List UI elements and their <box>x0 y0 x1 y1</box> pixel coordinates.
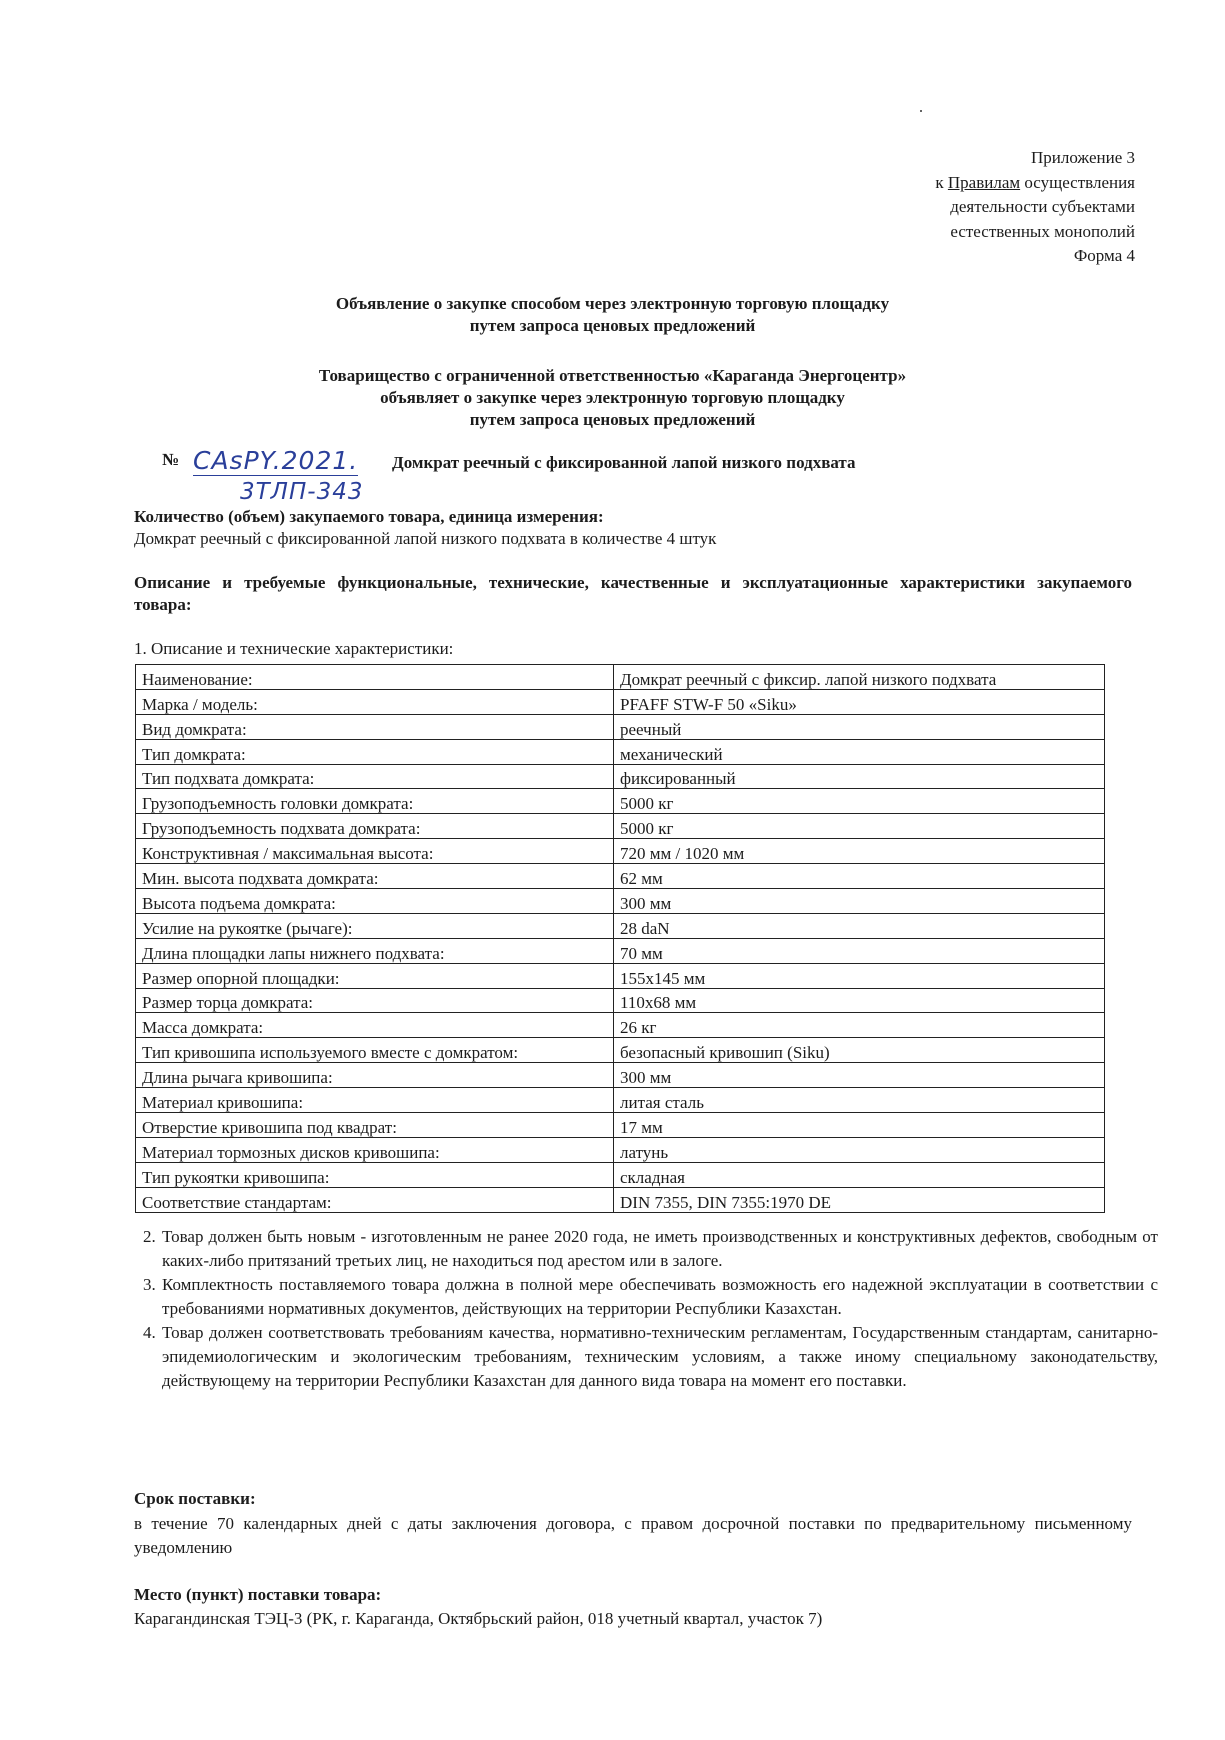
specs-subheading: 1. Описание и технические характеристики: <box>134 639 454 658</box>
spec-value-cell: 5000 кг <box>614 814 1105 839</box>
requirements-list <box>134 1225 1158 1393</box>
specs-row <box>136 739 1105 764</box>
spec-name-cell: Наименование: <box>136 665 614 690</box>
spec-value-cell: 155х145 мм <box>614 963 1105 988</box>
specs-row <box>136 665 1105 690</box>
spec-name-cell: Отверстие кривошипа под квадрат: <box>136 1113 614 1138</box>
scan-speck <box>920 110 922 112</box>
spec-name-cell: Размер торца домкрата: <box>136 988 614 1013</box>
appendix-line: деятельности субъектами <box>950 197 1135 216</box>
spec-value-cell: 70 мм <box>614 938 1105 963</box>
spec-name-cell: Грузоподъемность головки домкрата: <box>136 789 614 814</box>
spec-name-cell: Масса домкрата: <box>136 1013 614 1038</box>
requirement-item: 3. Комплектность поставляемого товара должна в полной мере обеспечивать возможность его надежной эксплуатации в соответствии с требованиями нормативных документов, действующих на территории Республики Казахстан. <box>160 1273 1158 1321</box>
specs-row <box>136 839 1105 864</box>
spec-name-cell: Высота подъема домкрата: <box>136 889 614 914</box>
spec-value-cell: фиксированный <box>614 764 1105 789</box>
spec-value-cell: безопасный кривошип (Siku) <box>614 1038 1105 1063</box>
spec-name-cell: Материал кривошипа: <box>136 1088 614 1113</box>
delivery-place-value: Карагандинская ТЭЦ-3 (РК, г. Караганда, Октябрьский район, 018 учетный квартал, участок 7) <box>134 1609 823 1628</box>
specs-row <box>136 1187 1105 1212</box>
specs-row <box>136 913 1105 938</box>
spec-name-cell: Конструктивная / максимальная высота: <box>136 839 614 864</box>
specs-row <box>136 988 1105 1013</box>
spec-name-cell: Мин. высота подхвата домкрата: <box>136 864 614 889</box>
spec-name-cell: Размер опорной площадки: <box>136 963 614 988</box>
specs-row <box>136 764 1105 789</box>
appendix-header <box>935 146 1135 269</box>
requirement-item: 2. Товар должен быть новым - изготовленным не ранее 2020 года, не иметь производственных и конструктивных дефектов, свободным от каких-либо притязаний третьих лиц, не находиться под арестом или в залоге. <box>160 1225 1158 1273</box>
spec-value-cell: 300 мм <box>614 1063 1105 1088</box>
spec-value-cell: PFAFF STW-F 50 «Siku» <box>614 689 1105 714</box>
spec-value-cell: латунь <box>614 1137 1105 1162</box>
spec-name-cell: Соответствие стандартам: <box>136 1187 614 1212</box>
handwritten-lot-number-suffix: 3ТЛП-343 <box>240 479 364 505</box>
appendix-line: Приложение 3 <box>1031 148 1135 167</box>
spec-name-cell: Тип домкрата: <box>136 739 614 764</box>
specs-row <box>136 1113 1105 1138</box>
spec-value-cell: 28 daN <box>614 913 1105 938</box>
delivery-term-label: Срок поставки: <box>134 1489 256 1508</box>
spec-name-cell: Вид домкрата: <box>136 714 614 739</box>
spec-value-cell: 17 мм <box>614 1113 1105 1138</box>
spec-value-cell: Домкрат реечный с фиксир. лапой низкого подхвата <box>614 665 1105 690</box>
specs-row <box>136 938 1105 963</box>
specs-row <box>136 1162 1105 1187</box>
spec-value-cell: литая сталь <box>614 1088 1105 1113</box>
spec-name-cell: Усилие на рукоятке (рычаге): <box>136 913 614 938</box>
specs-row <box>136 1013 1105 1038</box>
form-number: Форма 4 <box>1073 246 1135 265</box>
specs-row <box>136 1088 1105 1113</box>
spec-name-cell: Тип рукоятки кривошипа: <box>136 1162 614 1187</box>
spec-name-cell: Материал тормозных дисков кривошипа: <box>136 1137 614 1162</box>
specs-row <box>136 864 1105 889</box>
delivery-place-label: Место (пункт) поставки товара: <box>134 1585 382 1604</box>
spec-name-cell: Марка / модель: <box>136 689 614 714</box>
spec-value-cell: 26 кг <box>614 1013 1105 1038</box>
specs-table <box>135 664 1105 1213</box>
specs-row <box>136 1038 1105 1063</box>
specs-row <box>136 889 1105 914</box>
delivery-term-value: в течение 70 календарных дней с даты заключения договора, с правом досрочной поставки по предварительному письменному уведомлению <box>134 1514 1132 1557</box>
spec-name-cell: Тип кривошипа используемого вместе с домкратом: <box>136 1038 614 1063</box>
specs-row <box>136 789 1105 814</box>
description-label: Описание и требуемые функциональные, технические, качественные и эксплуатационные характеристики закупаемого товара: <box>134 573 1132 614</box>
appendix-line: естественных монополий <box>950 221 1135 241</box>
specs-row <box>136 814 1105 839</box>
spec-value-cell: механический <box>614 739 1105 764</box>
spec-value-cell: складная <box>614 1162 1105 1187</box>
specs-row <box>136 1137 1105 1162</box>
handwritten-lot-number: CAsPY.2021. <box>193 446 359 475</box>
spec-name-cell: Длина площадки лапы нижнего подхвата: <box>136 938 614 963</box>
spec-name-cell: Тип подхвата домкрата: <box>136 764 614 789</box>
spec-name-cell: Длина рычага кривошипа: <box>136 1063 614 1088</box>
number-sign: № <box>162 450 180 469</box>
specs-row <box>136 1063 1105 1088</box>
spec-value-cell: 720 мм / 1020 мм <box>614 839 1105 864</box>
spec-name-cell: Грузоподъемность подхвата домкрата: <box>136 814 614 839</box>
quantity-label: Количество (объем) закупаемого товара, единица измерения: <box>134 507 604 526</box>
specs-row <box>136 689 1105 714</box>
requirement-item: 4. Товар должен соответствовать требованиям качества, нормативно-техническим регламентам, Государственным стандартам, санитарно-эпидемиологическим и экологическим требованиям, техническим условиям, а также иному специальному законодательству, действующему на территории Республики Казахстан для данного вида товара на момент его поставки. <box>160 1321 1158 1393</box>
appendix-line: к Правилам осуществления <box>935 172 1135 192</box>
spec-value-cell: 5000 кг <box>614 789 1105 814</box>
spec-value-cell: реечный <box>614 714 1105 739</box>
announcement-heading: Объявление о закупке способом через электронную торговую площадку путем запроса ценовых предложений <box>335 294 890 335</box>
spec-value-cell: 300 мм <box>614 889 1105 914</box>
spec-value-cell: DIN 7355, DIN 7355:1970 DE <box>614 1187 1105 1212</box>
spec-value-cell: 110х68 мм <box>614 988 1105 1013</box>
specs-row <box>136 963 1105 988</box>
organizer-heading: Товарищество с ограниченной ответственностью «Караганда Энергоцентр» объявляет о закупке через электронную торговую площадку путем запроса ценовых предложений <box>318 366 907 429</box>
lot-title: Домкрат реечный с фиксированной лапой низкого подхвата <box>392 453 856 472</box>
specs-row <box>136 714 1105 739</box>
spec-value-cell: 62 мм <box>614 864 1105 889</box>
rules-link-text: Правилам <box>947 172 1021 192</box>
quantity-value: Домкрат реечный с фиксированной лапой низкого подхвата в количестве 4 штук <box>134 529 717 548</box>
